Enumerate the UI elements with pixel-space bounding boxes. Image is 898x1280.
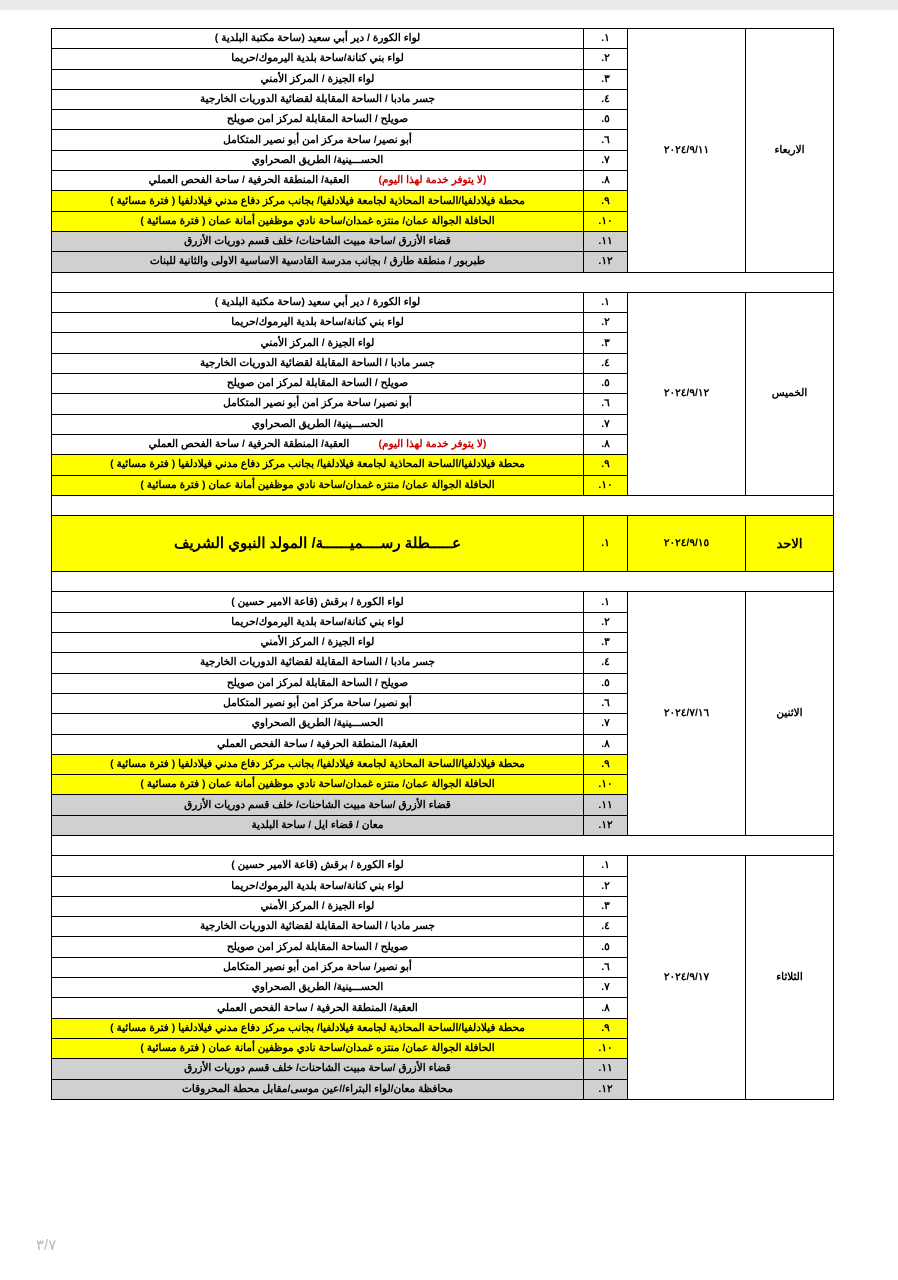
schedule-sheet — [52, 28, 834, 1100]
location-text: العقبة/ المنطقة الحرفية / ساحة الفحص العملي — [148, 438, 350, 451]
location-cell — [52, 434, 584, 454]
block-spacer-cell — [52, 572, 834, 592]
location-cell: الحافلة الجوالة عمان/ منتزه غمدان/ساحة نادي موظفين أمانة عمان ( فترة مسائية ) — [52, 775, 584, 795]
block-spacer-cell — [52, 835, 834, 855]
row-number: ١٠. — [584, 475, 628, 495]
no-service-note: (لا يتوفر خدمة لهذا اليوم) — [378, 174, 487, 187]
date-cell: ٢٠٢٤/٧/١٦ — [628, 592, 746, 836]
location-cell: صويلح / الساحة المقابلة لمركز امن صويلح — [52, 374, 584, 394]
location-cell: الحافلة الجوالة عمان/ منتزه غمدان/ساحة نادي موظفين أمانة عمان ( فترة مسائية ) — [52, 475, 584, 495]
row-number: ١. — [584, 292, 628, 312]
row-number: ٣. — [584, 333, 628, 353]
location-cell: لواء بني كنانة/ساحة بلدية اليرموك/حريما — [52, 49, 584, 69]
location-cell: صويلح / الساحة المقابلة لمركز امن صويلح — [52, 110, 584, 130]
row-number: ٣. — [584, 69, 628, 89]
location-cell: لواء الجيزة / المركز الأمني — [52, 69, 584, 89]
location-cell: أبو نصير/ ساحة مركز امن أبو نصير المتكامل — [52, 957, 584, 977]
block-spacer — [52, 495, 834, 515]
location-cell: محطة فيلادلفيا/الساحة المحاذية لجامعة فيلادلفيا/ بجانب مركز دفاع مدني فيلادلفيا ( فترة مسائية ) — [52, 1018, 584, 1038]
row-number: ٢. — [584, 612, 628, 632]
location-cell: أبو نصير/ ساحة مركز امن أبو نصير المتكامل — [52, 130, 584, 150]
block-spacer — [52, 835, 834, 855]
location-cell: لواء الكورة / برقش (قاعة الامير حسين ) — [52, 856, 584, 876]
location-cell: قضاء الأزرق /ساحة مبيت الشاحنات/ خلف قسم دوريات الأزرق — [52, 1059, 584, 1079]
location-cell: محطة فيلادلفيا/الساحة المحاذية لجامعة فيلادلفيا/ بجانب مركز دفاع مدني فيلادلفيا ( فترة مسائية ) — [52, 191, 584, 211]
location-cell: جسر مادبا / الساحة المقابلة لقضائية الدوريات الخارجية — [52, 353, 584, 373]
table-row — [52, 292, 834, 312]
location-cell: لواء الكورة / دير أبي سعيد (ساحة مكتبة البلدية ) — [52, 292, 584, 312]
row-number: ١. — [584, 29, 628, 49]
location-cell: الحافلة الجوالة عمان/ منتزه غمدان/ساحة نادي موظفين أمانة عمان ( فترة مسائية ) — [52, 211, 584, 231]
row-number: ٦. — [584, 130, 628, 150]
location-cell: قضاء الأزرق /ساحة مبيت الشاحنات/ خلف قسم دوريات الأزرق — [52, 795, 584, 815]
row-number: ١٠. — [584, 1038, 628, 1058]
row-number: ١٢. — [584, 1079, 628, 1099]
location-cell: العقبة/ المنطقة الحرفية / ساحة الفحص العملي — [52, 998, 584, 1018]
block-spacer — [52, 272, 834, 292]
location-cell: لواء الكورة / برقش (قاعة الامير حسين ) — [52, 592, 584, 612]
row-number: ٨. — [584, 998, 628, 1018]
page-number: ٣/٧ — [36, 1237, 57, 1254]
location-cell: محافظة معان/لواء البتراء//عين موسى/مقابل محطة المحروقات — [52, 1079, 584, 1099]
row-number: ٩. — [584, 455, 628, 475]
day-cell: الاحد — [746, 516, 834, 572]
location-cell: الحافلة الجوالة عمان/ منتزه غمدان/ساحة نادي موظفين أمانة عمان ( فترة مسائية ) — [52, 1038, 584, 1058]
location-cell: الحســـينية/ الطريق الصحراوي — [52, 150, 584, 170]
location-cell: لواء بني كنانة/ساحة بلدية اليرموك/حريما — [52, 876, 584, 896]
location-cell: صويلح / الساحة المقابلة لمركز امن صويلح — [52, 673, 584, 693]
date-cell: ٢٠٢٤/٩/١٧ — [628, 856, 746, 1100]
date-cell: ٢٠٢٤/٩/١١ — [628, 29, 746, 273]
row-number: ٢. — [584, 313, 628, 333]
row-number: ٦. — [584, 394, 628, 414]
location-cell: طبربور / منطقة طارق / بجانب مدرسة القادسية الاساسية الاولى والثانية للبنات — [52, 252, 584, 272]
row-number: ٤. — [584, 917, 628, 937]
row-number: ١٠. — [584, 775, 628, 795]
location-cell: عـــــطلة رســــميــــــة/ المولد النبوي الشريف — [52, 516, 584, 572]
row-number: ٥. — [584, 110, 628, 130]
row-number: ٨. — [584, 171, 628, 191]
location-cell: جسر مادبا / الساحة المقابلة لقضائية الدوريات الخارجية — [52, 89, 584, 109]
location-cell: جسر مادبا / الساحة المقابلة لقضائية الدوريات الخارجية — [52, 917, 584, 937]
day-cell: الاربعاء — [746, 29, 834, 273]
row-number: ١١. — [584, 231, 628, 251]
schedule-body — [52, 29, 834, 1100]
row-number: ٩. — [584, 1018, 628, 1038]
location-cell: جسر مادبا / الساحة المقابلة لقضائية الدوريات الخارجية — [52, 653, 584, 673]
row-number: ١٠. — [584, 211, 628, 231]
row-number: ٤. — [584, 353, 628, 373]
schedule-table — [51, 28, 834, 1100]
row-number: ٦. — [584, 957, 628, 977]
row-number: ٣. — [584, 896, 628, 916]
row-number: ٥. — [584, 374, 628, 394]
row-number: ١١. — [584, 1059, 628, 1079]
row-number: ٨. — [584, 734, 628, 754]
row-number: ٤. — [584, 653, 628, 673]
location-cell — [52, 171, 584, 191]
location-cell: العقبة/ المنطقة الحرفية / ساحة الفحص العملي — [52, 734, 584, 754]
location-cell: لواء الكورة / دير أبي سعيد (ساحة مكتبة البلدية ) — [52, 29, 584, 49]
row-number: ٨. — [584, 434, 628, 454]
location-cell: صويلح / الساحة المقابلة لمركز امن صويلح — [52, 937, 584, 957]
row-number: ٦. — [584, 693, 628, 713]
location-cell: أبو نصير/ ساحة مركز امن أبو نصير المتكامل — [52, 394, 584, 414]
location-cell: قضاء الأزرق /ساحة مبيت الشاحنات/ خلف قسم دوريات الأزرق — [52, 231, 584, 251]
day-cell: الخميس — [746, 292, 834, 495]
row-number: ٥. — [584, 937, 628, 957]
location-cell: لواء الجيزة / المركز الأمني — [52, 896, 584, 916]
table-row — [52, 29, 834, 49]
location-cell: لواء بني كنانة/ساحة بلدية اليرموك/حريما — [52, 313, 584, 333]
row-number: ٧. — [584, 414, 628, 434]
location-cell: لواء الجيزة / المركز الأمني — [52, 333, 584, 353]
location-cell: محطة فيلادلفيا/الساحة المحاذية لجامعة فيلادلفيا/ بجانب مركز دفاع مدني فيلادلفيا ( فترة مسائية ) — [52, 455, 584, 475]
day-cell: الثلاثاء — [746, 856, 834, 1100]
row-number: ١. — [584, 856, 628, 876]
location-cell: أبو نصير/ ساحة مركز امن أبو نصير المتكامل — [52, 693, 584, 713]
location-cell: معان / قضاء ايل / ساحة البلدية — [52, 815, 584, 835]
row-number: ٧. — [584, 714, 628, 734]
day-cell: الاثنين — [746, 592, 834, 836]
location-cell: لواء الجيزة / المركز الأمني — [52, 633, 584, 653]
row-number: ١. — [584, 516, 628, 572]
row-number: ٩. — [584, 191, 628, 211]
top-strip — [0, 0, 898, 10]
table-row — [52, 592, 834, 612]
table-row — [52, 856, 834, 876]
row-number: ١٢. — [584, 815, 628, 835]
table-row — [52, 516, 834, 572]
row-number: ٧. — [584, 150, 628, 170]
location-cell: محطة فيلادلفيا/الساحة المحاذية لجامعة فيلادلفيا/ بجانب مركز دفاع مدني فيلادلفيا ( فترة مسائية ) — [52, 754, 584, 774]
row-number: ٧. — [584, 978, 628, 998]
row-number: ٢. — [584, 876, 628, 896]
location-cell: الحســـينية/ الطريق الصحراوي — [52, 414, 584, 434]
row-number: ٩. — [584, 754, 628, 774]
block-spacer-cell — [52, 495, 834, 515]
date-cell: ٢٠٢٤/٩/١٢ — [628, 292, 746, 495]
row-number: ٣. — [584, 633, 628, 653]
row-number: ١. — [584, 592, 628, 612]
row-number: ٥. — [584, 673, 628, 693]
block-spacer — [52, 572, 834, 592]
no-service-note: (لا يتوفر خدمة لهذا اليوم) — [378, 438, 487, 451]
location-cell: لواء بني كنانة/ساحة بلدية اليرموك/حريما — [52, 612, 584, 632]
row-number: ١١. — [584, 795, 628, 815]
row-number: ٢. — [584, 49, 628, 69]
location-cell: الحســـينية/ الطريق الصحراوي — [52, 714, 584, 734]
date-cell: ٢٠٢٤/٩/١٥ — [628, 516, 746, 572]
block-spacer-cell — [52, 272, 834, 292]
location-text: العقبة/ المنطقة الحرفية / ساحة الفحص العملي — [148, 174, 350, 187]
location-cell: الحســـينية/ الطريق الصحراوي — [52, 978, 584, 998]
row-number: ٤. — [584, 89, 628, 109]
row-number: ١٢. — [584, 252, 628, 272]
